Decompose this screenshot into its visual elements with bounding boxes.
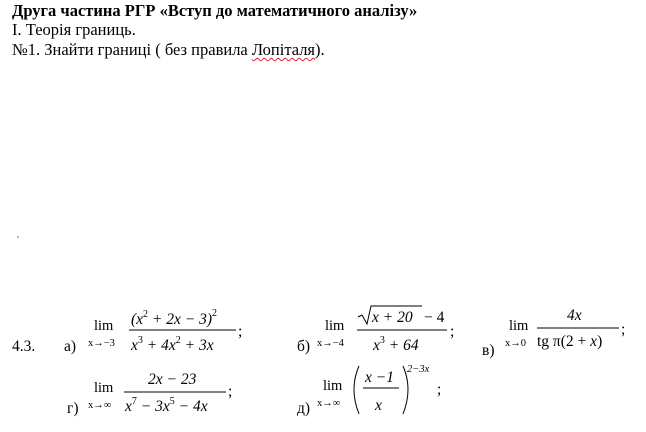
label-b: б)	[297, 338, 311, 355]
svg-text:x3 + 4x2 + 3x: $x^3 + 4x^2 + 3x$	[131, 335, 214, 354]
lim-g: lim	[94, 380, 114, 396]
label-d: д)	[297, 400, 311, 417]
task-suffix: ).	[315, 40, 325, 59]
svg-text:x + 20: x + 20	[372, 309, 413, 326]
label-v: в)	[482, 342, 495, 359]
formula-d	[315, 358, 465, 422]
lim-a: lim	[94, 318, 114, 334]
page-title: Друга частина РГР «Вступ до математичного аналізу»	[12, 1, 418, 20]
lim-sub-v: x→0	[505, 338, 526, 349]
task-statement	[12, 40, 325, 60]
lim-sub-a: x→−3	[88, 338, 115, 349]
svg-text:;: ;	[450, 323, 455, 340]
svg-text:tg π(2 + x): tg π(2 + x)	[537, 333, 603, 350]
lim-sub-g: x→∞	[88, 400, 112, 411]
svg-text:4x: 4x	[567, 307, 582, 324]
svg-text:;: ;	[621, 321, 626, 338]
svg-text:2x − 23: 2x − 23	[148, 371, 197, 388]
stray-mark	[17, 236, 19, 238]
formula-b	[315, 300, 465, 358]
lim-d: lim	[323, 378, 343, 394]
lim-sub-d: x→∞	[317, 398, 341, 409]
svg-text:;: ;	[238, 323, 243, 340]
svg-text:− 4: − 4	[424, 309, 445, 326]
problem-number: 4.3.	[12, 338, 36, 355]
lim-b: lim	[325, 318, 345, 334]
section-heading: І. Теорія границь.	[12, 20, 136, 39]
lim-sub-b: x→−4	[317, 338, 344, 349]
svg-text:(x2 + 2x − 3)2: $(x^2 + 2x - 3)^2$	[131, 308, 218, 328]
label-g: г)	[67, 400, 79, 417]
formula-v	[503, 300, 643, 358]
svg-text:;: ;	[437, 381, 442, 398]
spellcheck-word[interactable]: Лопіталя	[251, 40, 316, 59]
formula-g	[86, 364, 246, 422]
svg-text:x3 + 64: $x^3 + 64$	[373, 335, 419, 354]
label-a: а)	[64, 338, 77, 355]
formula-a	[86, 300, 250, 358]
task-prefix: №1. Знайти границі ( без правила	[12, 40, 252, 59]
lim-v: lim	[509, 318, 529, 334]
svg-text:2−3x: 2−3x	[407, 364, 430, 375]
svg-text:x7 − 3x5 − 4x: $x^7 - 3x^5 - 4x$	[125, 396, 208, 415]
svg-text:x: x	[375, 397, 382, 414]
svg-text:x −1: x −1	[365, 369, 394, 386]
svg-text:;: ;	[228, 383, 233, 400]
